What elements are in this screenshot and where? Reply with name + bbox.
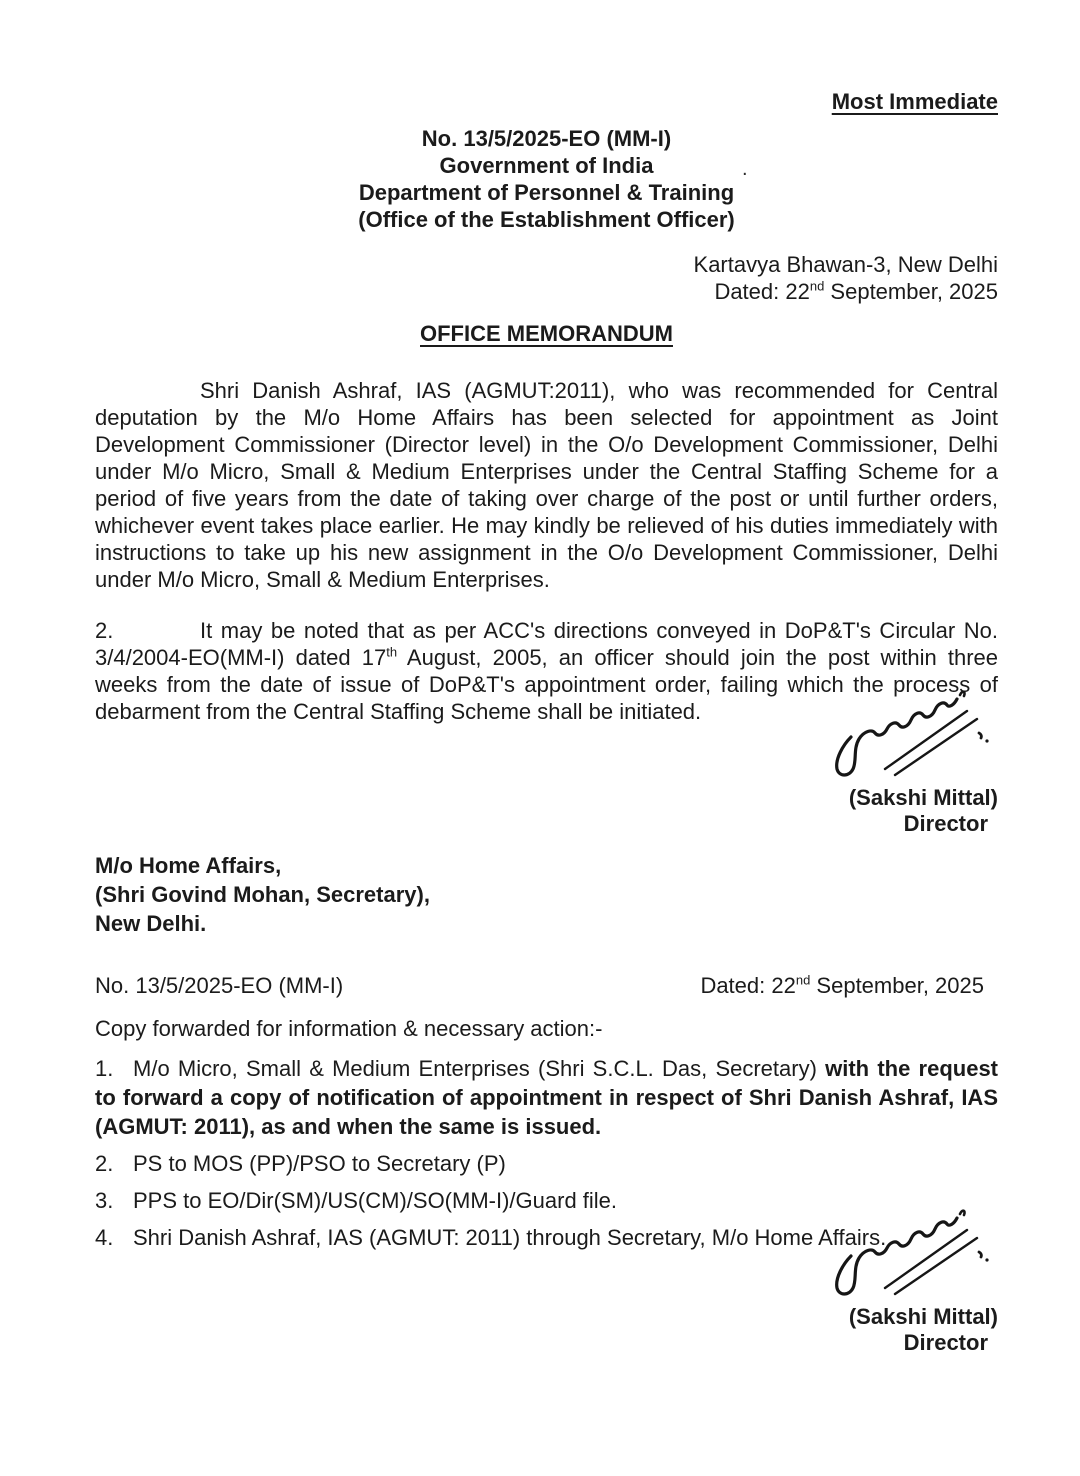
copy-item-1-number: 1. <box>95 1056 114 1081</box>
signatory-designation: Director <box>903 811 988 836</box>
copy-item-4-text: Shri Danish Ashraf, IAS (AGMUT: 2011) through Secretary, M/o Home Affairs. <box>133 1225 887 1250</box>
copy-item-2-text: PS to MOS (PP)/PSO to Secretary (P) <box>133 1151 506 1176</box>
copy-item-4 <box>95 1223 998 1252</box>
copy-item-1-bold-text: with the request to forward a copy of notification of appointment in respect of Shri Danish Ashraf, IAS (AGMUT: 2011), as and when the same is issued. <box>95 1056 998 1139</box>
urgency-label <box>95 88 998 115</box>
reference-date-suffix: September, 2025 <box>810 973 984 998</box>
memo-title-text: OFFICE MEMORANDUM <box>420 321 673 346</box>
copy-list <box>95 1054 998 1252</box>
date-line <box>95 278 998 305</box>
urgency-label-text: Most Immediate <box>831 89 998 114</box>
paragraph-1: Shri Danish Ashraf, IAS (AGMUT:2011), who was recommended for Central deputation by the M/o Home Affairs has been selected for appointment as Joint Development Commissioner (Director level) in the O/o Development Commissioner, Delhi under M/o Micro, Small & Medium Enterprises under the Central Staffing Scheme for a period of five years from the date of taking over charge of the post or until further orders, whichever event takes place earlier. He may kindly be relieved of his duties immediately with instructions to take up his new assignment in the O/o Development Commissioner, Delhi under M/o Micro, Small & Medium Enterprises. <box>95 378 998 592</box>
file-number: No. 13/5/2025-EO (MM-I) <box>421 126 672 151</box>
place-line: Kartavya Bhawan-3, New Delhi <box>693 252 998 277</box>
signatory-name: (Sakshi Mittal) <box>848 785 998 810</box>
letterhead <box>95 125 998 233</box>
copy-item-3-text: PPS to EO/Dir(SM)/US(CM)/SO(MM-I)/Guard file. <box>133 1188 618 1213</box>
reference-date-superscript: nd <box>795 972 811 988</box>
paragraph-2-text-a: It may be noted that as per ACC's directions conveyed in DoP&T's Circular No. 3/4/2004-EO(MM-I) dated 17 <box>95 618 998 670</box>
addressee-line-2: (Shri Govind Mohan, Secretary), <box>95 882 430 907</box>
copy-item-1 <box>95 1054 998 1141</box>
signatory-name: (Sakshi Mittal) <box>848 1304 998 1329</box>
paragraph-2-ordinal-superscript: th <box>386 644 398 660</box>
reference-date <box>700 972 998 999</box>
paragraph-2-text-b: August, 2005, an officer should join the post within three weeks from the date of issue of DoP&T's appointment order, failing which the process of debarment from the Central Staffing Scheme shall be initiated. <box>95 645 998 724</box>
department-name: Department of Personnel & Training <box>358 180 735 205</box>
reference-row <box>95 972 998 999</box>
addressee-line-3: New Delhi. <box>95 911 207 936</box>
reference-file-number: No. 13/5/2025-EO (MM-I) <box>95 973 344 998</box>
paragraph-2-number: 2. <box>95 618 114 643</box>
addressee-line-1: M/o Home Affairs, <box>95 853 282 878</box>
date-ordinal-superscript: nd <box>809 278 825 294</box>
office-name: (Office of the Establishment Officer) <box>358 207 735 232</box>
date-prefix: Dated: 22 <box>714 279 810 304</box>
copy-item-2-number: 2. <box>95 1151 114 1176</box>
signature-block-1 <box>748 685 998 837</box>
scan-artifact-dot: . <box>742 158 748 180</box>
copy-item-4-number: 4. <box>95 1225 114 1250</box>
signatory-designation: Director <box>903 1330 988 1355</box>
signature-icon <box>829 685 994 785</box>
addressee-block <box>95 851 998 938</box>
copy-item-1-text: M/o Micro, Small & Medium Enterprises (Shri S.C.L. Das, Secretary) <box>133 1056 826 1081</box>
signature-icon <box>829 1204 994 1304</box>
place-date-block <box>95 251 998 305</box>
org-name: Government of India <box>439 153 654 178</box>
reference-date-prefix: Dated: 22 <box>700 973 796 998</box>
copy-forward-intro: Copy forwarded for information & necessary action:- <box>95 1016 603 1041</box>
memo-title <box>95 321 998 347</box>
copy-item-2 <box>95 1149 998 1178</box>
copy-item-3-number: 3. <box>95 1188 114 1213</box>
date-suffix: September, 2025 <box>824 279 998 304</box>
